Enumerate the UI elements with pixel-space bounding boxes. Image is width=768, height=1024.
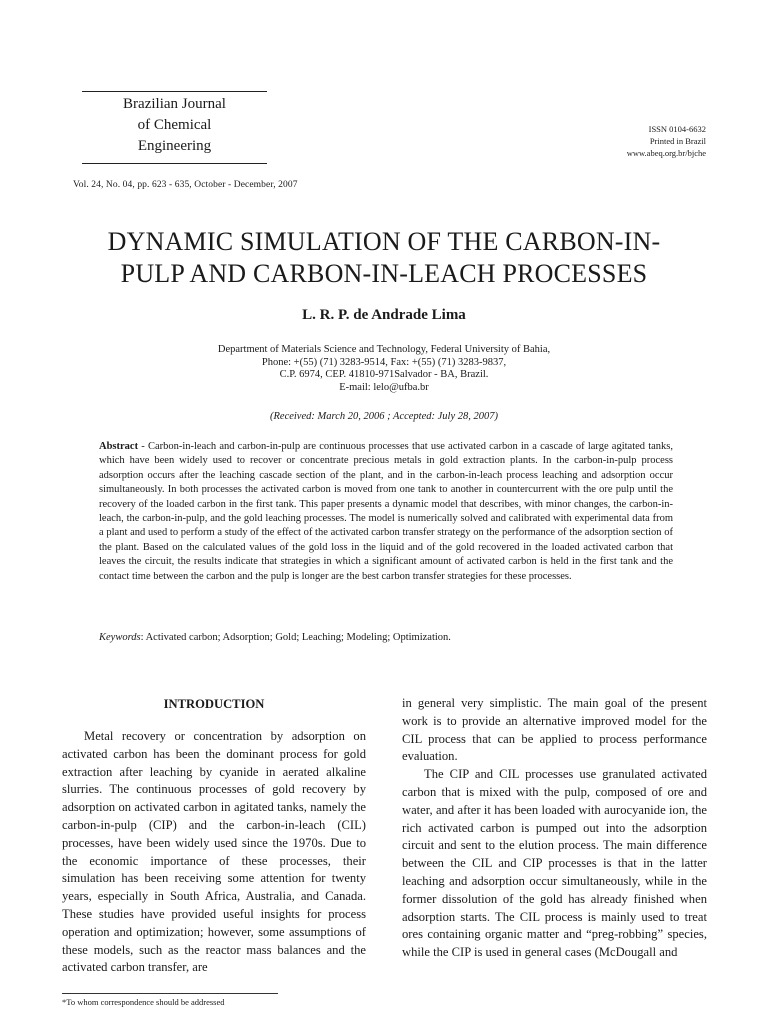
volume-info: Vol. 24, No. 04, pp. 623 - 635, October - December, 2007 xyxy=(73,180,298,190)
abstract-label: Abstract xyxy=(99,441,139,452)
issn-number: ISSN 0104-6632 xyxy=(648,124,706,134)
journal-name-line: Brazilian Journal xyxy=(123,96,226,112)
right-column xyxy=(402,695,707,962)
printed-in: Printed in Brazil xyxy=(649,136,706,146)
title-line: DYNAMIC SIMULATION OF THE CARBON-IN- xyxy=(107,227,661,256)
contact-phone-fax: Phone: +(55) (71) 3283-9514, Fax: +(55) (71) 3283-9837, xyxy=(261,356,507,368)
paper-title xyxy=(0,226,768,290)
affiliation-line: Department of Materials Science and Technology, Federal University of Bahia, xyxy=(217,344,551,355)
affiliation-block xyxy=(0,344,768,394)
keywords-label: Keywords xyxy=(99,632,141,643)
postal-address: C.P. 6974, CEP. 41810-971Salvador - BA, Brazil. xyxy=(279,369,489,380)
abstract-text: - Carbon-in-leach and carbon-in-pulp are continuous processes that use activated carbon in a cascade of large agitated tanks, which have been widely used to recover or concentrate precious metals in gold extraction plants. In the carbon-in-pulp process adsorption occurs after the leaching cascade section of the plant, and in the carbon-in-leach process leaching and adsorption occur simultaneously. In both processes the activated carbon is moved from one tank to another in countercurrent with the ore pulp until the recovery of the loaded carbon in the first tank. This paper presents a dynamic model that describes, with minor changes, the carbon-in-leach, the carbon-in-pulp, and the gold leaching processes. The model is numerically solved and calibrated with experimental data from a plant and used to perform a study of the effect of the activated carbon transfer strategy on the performance of the adsorption section of the plant. Based on the calculated values of the gold loss in the liquid and of the gold recovered in the loaded activated carbon that leaves the circuit, the results indicate that strategies in which a significant amount of activated carbon is held in the first tank and the contact time between the carbon and the pulp is longer are the best carbon transfer strategies for these processes. xyxy=(99,441,673,582)
footnote: *To whom correspondence should be addressed xyxy=(62,997,225,1007)
footnote-divider xyxy=(62,993,278,994)
journal-name-block xyxy=(82,91,267,164)
abstract xyxy=(99,440,673,584)
issn-block xyxy=(627,123,706,159)
introduction-heading: INTRODUCTION xyxy=(163,697,265,711)
body-paragraph: Metal recovery or concentration by adsorption on activated carbon has been the dominant process for gold extraction after leaching by cyanide in aerated alkaline slurries. The continuous processes of gold recovery by adsorption on activated carbon in agitated tanks, namely the carbon-in-pulp (CIP) and the carbon-in-leach (CIL) processes, have been widely used since the 1970s. Due to the economic importance of these processes, their simulation has been receiving some attention for twenty years, especially in South Africa, Australia, and Canada. These studies have provided useful insights for process operation and optimization; however, some assumptions of these models, such as the reactor mass balances and the activated carbon transfer, are xyxy=(62,729,366,975)
keywords-text: : Activated carbon; Adsorption; Gold; Leaching; Modeling; Optimization. xyxy=(140,632,451,643)
left-column xyxy=(62,728,366,977)
keywords xyxy=(99,632,673,643)
journal-url[interactable]: www.abeq.org.br/bjche xyxy=(626,148,706,158)
author-name: L. R. P. de Andrade Lima xyxy=(302,307,466,323)
received-accepted-dates: (Received: March 20, 2006 ; Accepted: July 28, 2007) xyxy=(270,411,498,422)
journal-name-line: Engineering xyxy=(137,138,212,154)
journal-name-line: of Chemical xyxy=(137,117,212,133)
email-address[interactable]: E-mail: lelo@ufba.br xyxy=(339,381,429,393)
body-paragraph: in general very simplistic. The main goal of the present work is to provide an alternative improved model for the CIL process that can be applied to process performance evaluation. xyxy=(402,696,707,764)
body-paragraph: The CIP and CIL processes use granulated activated carbon that is mixed with the pulp, composed of ore and water, and after it has been loaded with aurocyanide ion, the rich activated carbon is pumped out into the adsorption circuit and sent to the elution process. The main difference between the CIL and CIP processes is that in the latter leaching and adsorption occur simultaneously, while in the former dissolution of the gold has already finished when adsorption starts. The CIL process is mainly used to treat ores containing organic matter and “preg-robbing” species, while the CIP is used in general cases (McDougall and xyxy=(402,767,707,960)
title-line: PULP AND CARBON-IN-LEACH PROCESSES xyxy=(120,259,648,288)
